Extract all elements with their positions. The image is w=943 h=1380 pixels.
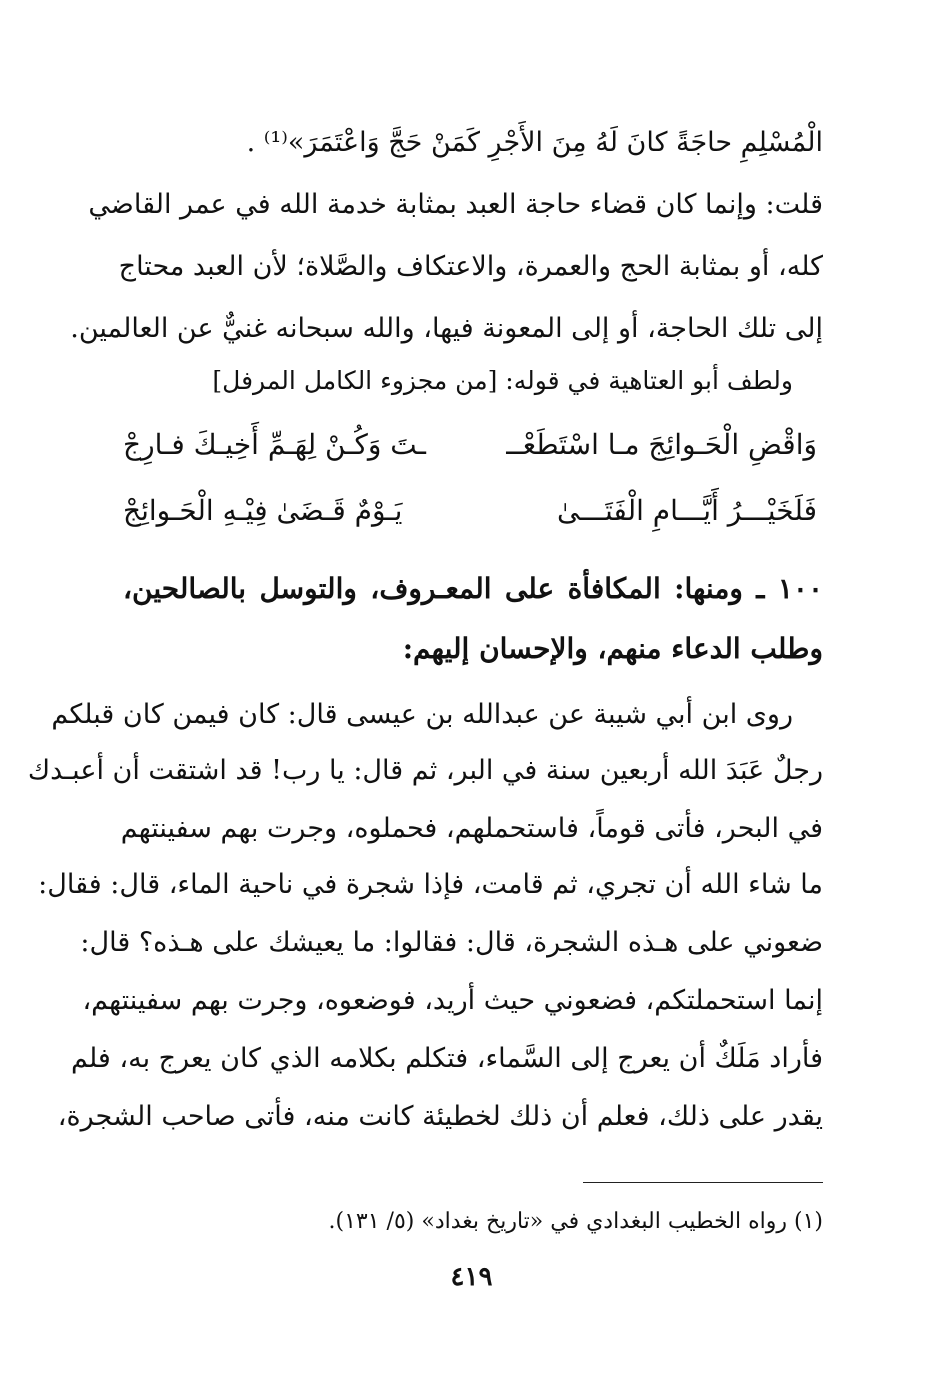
verse-2-second-hemistich: يَـوْمٌ قَـضَىٰ فِيْـهِ الْحَـوائِجْ xyxy=(123,494,403,527)
verse-1-first-hemistich: وَاقْضِ الْحَـوائِجَ مـا اسْتَطَعْــ xyxy=(506,428,817,461)
body-line-7: فأراد مَلَكٌ أن يعرج إلى السَّماء، فتكلم بكلامه الذي كان يعرج به، فلم xyxy=(70,1043,823,1074)
text-line-2: قلت: وإنما كان قضاء حاجة العبد بمثابة خدمة الله في عمر القاضي xyxy=(88,189,823,220)
footnote: (١) رواه الخطيب البغدادي في «تاريخ بغداد» (٥/ ١٣١). xyxy=(328,1209,823,1234)
page-number: ٤١٩ xyxy=(450,1262,493,1292)
body-line-4: ما شاء الله أن تجري، ثم قامت، فإذا شجرة في ناحية الماء، قال: فقال: xyxy=(38,869,823,900)
body-line-6: إنما استحملتكم، فضعوني حيث أريد، فوضعوه، وجرت بهم سفينتهم، xyxy=(82,985,823,1016)
section-heading-line-1: ١٠٠ ـ ومنها: المكافأة على المعـروف، والتوسل بالصالحين، xyxy=(123,572,823,605)
section-heading-line-2: وطلب الدعاء منهم، والإحسان إليهم: xyxy=(402,632,823,665)
footnote-divider xyxy=(583,1182,823,1183)
body-line-2: رجلٌ عَبَدَ الله أربعين سنة في البر، ثم قال: يا رب! قد اشتقت أن أعبـدك xyxy=(27,755,823,786)
poem-intro-line: ولطف أبو العتاهية في قوله: [من مجزوء الكامل المرفل] xyxy=(212,366,793,395)
body-line-3: في البحر، فأتى قوماً، فاستحملهم، فحملوه، وجرت بهم سفينتهم xyxy=(120,813,823,844)
body-line-8: يقدر على ذلك، فعلم أن ذلك لخطيئة كانت منه، فأتى صاحب الشجرة، xyxy=(57,1101,823,1132)
verse-2-first-hemistich: فَلَخَيْـــرُ أَيَّـــامِ الْفَتَـــىٰ xyxy=(557,494,817,527)
body-line-5: ضعوني على هـذه الشجرة، قال: فقالوا: ما يعيشك على هـذه؟ قال: xyxy=(80,927,823,958)
text-line-4: إلى تلك الحاجة، أو إلى المعونة فيها، والله سبحانه غنيٌّ عن العالمين. xyxy=(70,313,823,344)
body-line-1: روى ابن أبي شيبة عن عبدالله بن عيسى قال: كان فيمن كان قبلكم xyxy=(51,699,793,730)
text-line-3: كله، أو بمثابة الحج والعمرة، والاعتكاف والصَّلاة؛ لأن العبد محتاج xyxy=(118,251,823,282)
text-line-1: الْمُسْلِمِ حاجَةً كانَ لَهُ مِنَ الأَجْرِ كَمَنْ حَجَّ وَاعْتَمَرَ»⁽¹⁾ . xyxy=(246,127,823,158)
verse-1-second-hemistich: ـتَ وَكُـنْ لِهَـمِّ أَخِيـكَ فـارِجْ xyxy=(123,428,426,461)
